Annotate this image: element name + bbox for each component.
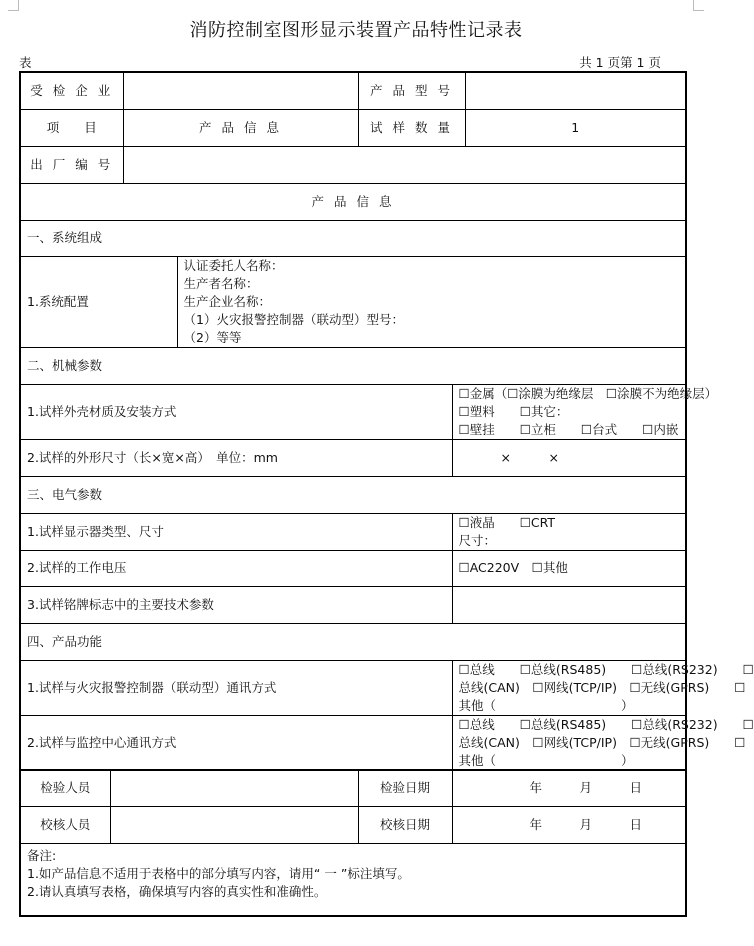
shell-line-1: ☐金属（☐涂膜为绝缘层 ☐涂膜不为绝缘层）: [458, 385, 718, 401]
row-notes: [20, 844, 686, 916]
info-label: 产 品 信 息: [123, 109, 358, 146]
row-item: [20, 109, 686, 146]
row-serial: [20, 146, 686, 183]
config-line-4: （1）火灾报警控制器（联动型）型号：: [183, 311, 404, 327]
item-label: 项 目: [20, 109, 123, 146]
comm1-line-3: 其他（ ）: [458, 697, 634, 713]
nameplate-label: 3.试样铭牌标志中的主要技术参数: [20, 586, 452, 623]
comm2-label: 2.试样与监控中心通讯方式: [20, 715, 452, 770]
record-table-main: [19, 71, 754, 771]
page-title: 消防控制室图形显示装置产品特性记录表: [189, 20, 523, 41]
inspect-date-label: 检验日期: [358, 770, 452, 807]
section4-title: 四、产品功能: [20, 623, 686, 660]
comm1-label: 1.试样与火灾报警控制器（联动型）通讯方式: [20, 660, 452, 715]
voltage-label: 2.试样的工作电压: [20, 550, 452, 586]
config-line-3: 生产企业名称：: [183, 293, 272, 309]
system-config-label: 1.系统配置: [20, 256, 177, 347]
shell-options[interactable]: [452, 384, 718, 439]
comm1-options[interactable]: [452, 660, 754, 715]
shell-line-3: ☐壁挂 ☐立柜 ☐台式 ☐内嵌: [458, 421, 679, 437]
page-info: 共 1 页第 1 页: [579, 55, 661, 70]
comm1-line-2: 总线(CAN) ☐网线(TCP/IP) ☐无线(GPRS) ☐: [458, 679, 746, 695]
inspector-value[interactable]: [110, 770, 358, 807]
corner-mark-right: [693, 0, 704, 11]
display-options[interactable]: [452, 513, 686, 550]
section3-title: 三、电气参数: [20, 476, 686, 513]
qty-value[interactable]: 1: [465, 109, 686, 146]
notes-title: 备注:: [27, 848, 57, 863]
review-date-label: 校核日期: [358, 807, 452, 844]
row-section2-title: [20, 347, 686, 384]
row-voltage: [20, 550, 686, 586]
display-label: 1.试样显示器类型、尺寸: [20, 513, 452, 550]
comm2-options[interactable]: [452, 715, 754, 770]
row-reviewer: [20, 807, 686, 844]
shell-line-2: ☐塑料 ☐其它：: [458, 403, 569, 419]
notes: [20, 844, 686, 916]
size-label: 2.试样的外形尺寸（长×宽×高） 单位：mm: [20, 439, 452, 476]
row-comm1: [20, 660, 686, 715]
signoff-table: [19, 769, 687, 917]
config-line-2: 生产者名称：: [183, 275, 259, 291]
row-shell: [20, 384, 686, 439]
model-value[interactable]: [465, 72, 686, 109]
model-label: 产 品 型 号: [358, 72, 465, 109]
display-line-2: 尺寸：: [458, 532, 497, 548]
row-product-info-header: [20, 183, 686, 220]
row-inspector: [20, 770, 686, 807]
row-section1-title: [20, 220, 686, 256]
row-size: [20, 439, 686, 476]
qty-label: 试 样 数 量: [358, 109, 465, 146]
corner-mark-left: [8, 0, 19, 11]
section1-title: 一、系统组成: [20, 220, 686, 256]
serial-value[interactable]: [123, 146, 686, 183]
company-label: 受 检 企 业: [20, 72, 123, 109]
row-system-config: [20, 256, 686, 347]
row-display: [20, 513, 686, 550]
product-info-header: 产 品 信 息: [20, 183, 686, 220]
form-code: 表: [19, 55, 32, 70]
note-line-1: 1.如产品信息不适用于表格中的部分填写内容，请用“ 一 ”标注填写。: [27, 866, 410, 881]
company-value[interactable]: [123, 72, 358, 109]
note-line-2: 2.请认真填写表格，确保填写内容的真实性和准确性。: [27, 884, 327, 899]
reviewer-value[interactable]: [110, 807, 358, 844]
reviewer-label: 校核人员: [20, 807, 110, 844]
comm2-line-2: 总线(CAN) ☐网线(TCP/IP) ☐无线(GPRS) ☐: [458, 734, 746, 750]
system-config-value[interactable]: [177, 256, 686, 347]
nameplate-value[interactable]: [452, 586, 686, 623]
config-line-5: （2）等等: [183, 329, 242, 345]
comm1-line-1: ☐总线 ☐总线(RS485) ☐总线(RS232) ☐: [458, 661, 754, 677]
config-line-1: 认证委托人名称：: [183, 257, 284, 273]
row-section4-title: [20, 623, 686, 660]
voltage-options[interactable]: ☐AC220V ☐其他: [452, 550, 686, 586]
serial-label: 出 厂 编 号: [20, 146, 123, 183]
inspect-date-value[interactable]: 年 月 日: [452, 770, 686, 807]
shell-label: 1.试样外壳材质及安装方式: [20, 384, 452, 439]
display-line-1: ☐液晶 ☐CRT: [458, 514, 556, 530]
row-company: [20, 72, 686, 109]
inspector-label: 检验人员: [20, 770, 110, 807]
comm2-line-1: ☐总线 ☐总线(RS485) ☐总线(RS232) ☐: [458, 716, 754, 732]
row-section3-title: [20, 476, 686, 513]
review-date-value[interactable]: 年 月 日: [452, 807, 686, 844]
row-nameplate: [20, 586, 686, 623]
section2-title: 二、机械参数: [20, 347, 686, 384]
row-comm2: [20, 715, 686, 770]
comm2-line-3: 其他（ ）: [458, 752, 634, 768]
size-value[interactable]: × ×: [452, 439, 686, 476]
